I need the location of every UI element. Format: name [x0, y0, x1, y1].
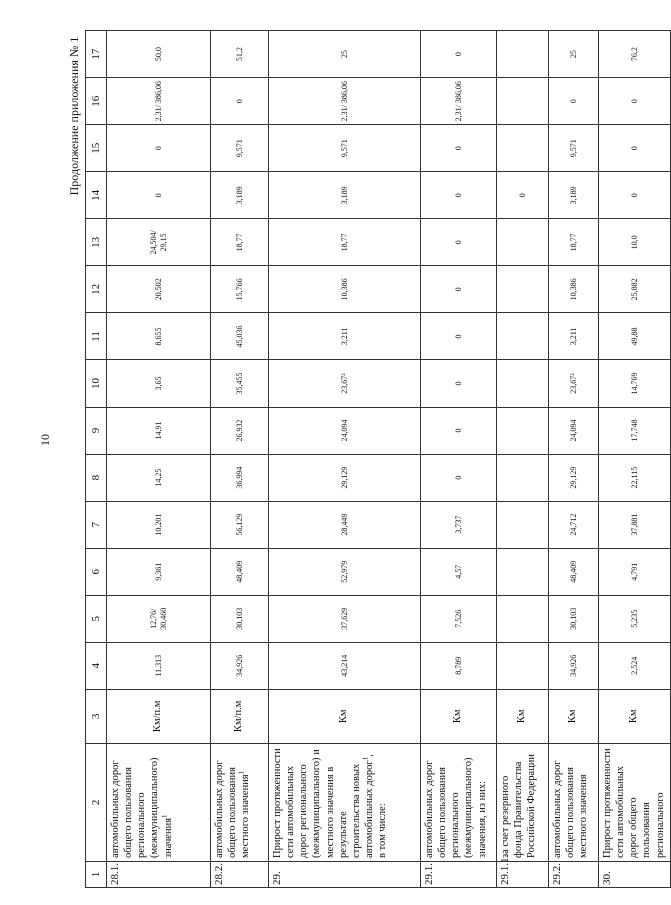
value-cell: 7,526	[421, 595, 497, 642]
value-cell	[497, 407, 549, 454]
value-cell: 52,979	[269, 548, 421, 595]
row-number: 30.	[599, 861, 671, 887]
value-cell: 0	[211, 78, 269, 125]
column-header: 5	[86, 595, 107, 642]
row-name: за счет резервного фонда Правительства Российской Федерации	[497, 743, 549, 861]
value-cell: 2,31/ 386,06	[107, 78, 211, 125]
value-cell: 0	[421, 266, 497, 313]
footnote-mark: 1	[160, 814, 168, 818]
value-cell: 0	[549, 78, 599, 125]
value-cell	[497, 313, 549, 360]
value-cell: 14,25	[107, 454, 211, 501]
value-cell	[497, 642, 549, 689]
value-cell: 3,189	[549, 172, 599, 219]
row-unit: Км	[269, 689, 421, 743]
row-name: Прирост протяженности сети автомобильных дорог регионального (межмуниципального) и местного значения в результате строительства новых автомобильных дорог$^1$, в том числе:	[269, 743, 421, 861]
data-table	[85, 30, 671, 888]
value-cell	[497, 125, 549, 172]
value-cell: 18,77	[269, 219, 421, 266]
value-cell: 0	[421, 219, 497, 266]
row-number: 28.2.	[211, 861, 269, 887]
value-cell: 8,655	[107, 313, 211, 360]
column-header: 11	[86, 313, 107, 360]
value-cell: 2,524	[599, 642, 671, 689]
value-cell	[497, 454, 549, 501]
table-row	[497, 31, 549, 888]
column-header: 13	[86, 219, 107, 266]
value-cell: 12,76/ 30,460	[107, 595, 211, 642]
value-cell: 25	[549, 31, 599, 78]
row-number: 29.1.1.	[497, 861, 549, 887]
value-cell: 48,409	[549, 548, 599, 595]
value-cell: 9,361	[107, 548, 211, 595]
value-cell: 0	[421, 31, 497, 78]
value-cell: 34,926	[549, 642, 599, 689]
value-cell	[497, 501, 549, 548]
value-cell	[497, 266, 549, 313]
value-cell	[497, 78, 549, 125]
value-cell	[497, 548, 549, 595]
row-name: автомобильных дорог общего пользования регионального (межмуниципального) значения$^1$	[107, 743, 211, 861]
row-name: Прирост протяженности сети автомобильных дорог общего пользования регионального	[599, 743, 671, 861]
continuation-label: Продолжение приложения № 1	[67, 36, 81, 196]
value-cell: 0	[107, 172, 211, 219]
value-cell: 25,882	[599, 266, 671, 313]
value-cell: 30,103	[549, 595, 599, 642]
value-cell: 14,91	[107, 407, 211, 454]
value-cell	[497, 595, 549, 642]
row-unit: Км/п.м	[211, 689, 269, 743]
value-cell	[497, 31, 549, 78]
value-cell: 0	[421, 125, 497, 172]
value-cell: 37,629	[269, 595, 421, 642]
value-cell: 76,2	[599, 31, 671, 78]
row-unit: Км	[421, 689, 497, 743]
row-unit: Км/п.м	[107, 689, 211, 743]
value-cell: 3,211	[269, 313, 421, 360]
value-cell: 9,571	[269, 125, 421, 172]
value-cell: 0	[599, 172, 671, 219]
value-cell: 48,409	[211, 548, 269, 595]
value-cell: 3,65	[107, 360, 211, 407]
value-cell: 24,094	[549, 407, 599, 454]
value-cell: 23,67²	[269, 360, 421, 407]
row-name: автомобильных дорог общего пользования регионального (межмуниципального) значения, из них:	[421, 743, 497, 861]
row-unit: Км	[549, 689, 599, 743]
value-cell: 8,789	[421, 642, 497, 689]
row-unit: Км	[599, 689, 671, 743]
table-row	[269, 31, 421, 888]
value-cell: 9,571	[549, 125, 599, 172]
value-cell: 0	[421, 407, 497, 454]
value-cell: 0	[107, 125, 211, 172]
value-cell: 18,77	[211, 219, 269, 266]
value-cell: 56,129	[211, 501, 269, 548]
table-row	[107, 31, 211, 888]
value-cell: 36,994	[211, 454, 269, 501]
value-cell: 14,769	[599, 360, 671, 407]
value-cell: 3,211	[549, 313, 599, 360]
footnote-mark: 1	[361, 756, 370, 761]
column-header: 3	[86, 689, 107, 743]
row-number: 29.	[269, 861, 421, 887]
value-cell: 34,926	[211, 642, 269, 689]
value-cell: 3,189	[211, 172, 269, 219]
value-cell: 11,313	[107, 642, 211, 689]
value-cell: 30,103	[211, 595, 269, 642]
value-cell: 3,189	[269, 172, 421, 219]
value-cell: 9,571	[211, 125, 269, 172]
table-row	[421, 31, 497, 888]
value-cell: 0	[421, 360, 497, 407]
value-cell: 0	[421, 313, 497, 360]
table-row	[549, 31, 599, 888]
value-cell: 37,881	[599, 501, 671, 548]
column-header: 12	[86, 266, 107, 313]
value-cell: 25	[269, 31, 421, 78]
value-cell: 24,094	[269, 407, 421, 454]
value-cell: 24,504/ 29,15	[107, 219, 211, 266]
value-cell: 22,115	[599, 454, 671, 501]
value-cell: 10,0	[599, 219, 671, 266]
value-cell: 51,2	[211, 31, 269, 78]
value-cell: 10,386	[549, 266, 599, 313]
row-number: 28.1.	[107, 861, 211, 887]
value-cell: 0	[497, 172, 549, 219]
table-container	[85, 30, 666, 888]
column-header: 2	[86, 743, 107, 861]
value-cell: 50,0	[107, 31, 211, 78]
column-header: 4	[86, 642, 107, 689]
value-cell: 10,386	[269, 266, 421, 313]
column-header: 9	[86, 407, 107, 454]
value-cell: 0	[599, 125, 671, 172]
value-cell: 3,737	[421, 501, 497, 548]
column-header: 7	[86, 501, 107, 548]
value-cell: 23,67²	[549, 360, 599, 407]
footnote-mark: 1	[237, 770, 246, 775]
value-cell: 18,77	[549, 219, 599, 266]
value-cell: 29,129	[549, 454, 599, 501]
page-number: 10	[38, 434, 52, 446]
column-header: 6	[86, 548, 107, 595]
table-row	[211, 31, 269, 888]
value-cell: 35,455	[211, 360, 269, 407]
column-header: 15	[86, 125, 107, 172]
value-cell: 49,88	[599, 313, 671, 360]
value-cell: 5,235	[599, 595, 671, 642]
value-cell: 2,31/ 386,06	[269, 78, 421, 125]
column-header: 8	[86, 454, 107, 501]
value-cell	[497, 360, 549, 407]
row-number: 29.2.	[549, 861, 599, 887]
value-cell: 10,201	[107, 501, 211, 548]
column-header: 17	[86, 31, 107, 78]
value-cell: 0	[599, 78, 671, 125]
row-number: 29.1.	[421, 861, 497, 887]
value-cell: 15,766	[211, 266, 269, 313]
value-cell: 4,57	[421, 548, 497, 595]
value-cell: 0	[421, 454, 497, 501]
row-name: автомобильных дорог общего пользования местного значения$^1$	[211, 743, 269, 861]
column-header: 14	[86, 172, 107, 219]
value-cell: 17,748	[599, 407, 671, 454]
header-row	[86, 31, 107, 888]
value-cell: 28,449	[269, 501, 421, 548]
row-name: автомобильных дорог общего пользования местного значения	[549, 743, 599, 861]
column-header: 16	[86, 78, 107, 125]
value-cell: 24,712	[549, 501, 599, 548]
column-header: 10	[86, 360, 107, 407]
value-cell: 26,932	[211, 407, 269, 454]
value-cell: 0	[421, 172, 497, 219]
value-cell: 29,129	[269, 454, 421, 501]
value-cell: 4,791	[599, 548, 671, 595]
value-cell: 45,036	[211, 313, 269, 360]
value-cell: 2,31/ 386,06	[421, 78, 497, 125]
value-cell: 43,214	[269, 642, 421, 689]
column-header: 1	[86, 861, 107, 887]
table-row	[599, 31, 671, 888]
value-cell	[497, 219, 549, 266]
row-unit: Км	[497, 689, 549, 743]
value-cell: 20,502	[107, 266, 211, 313]
